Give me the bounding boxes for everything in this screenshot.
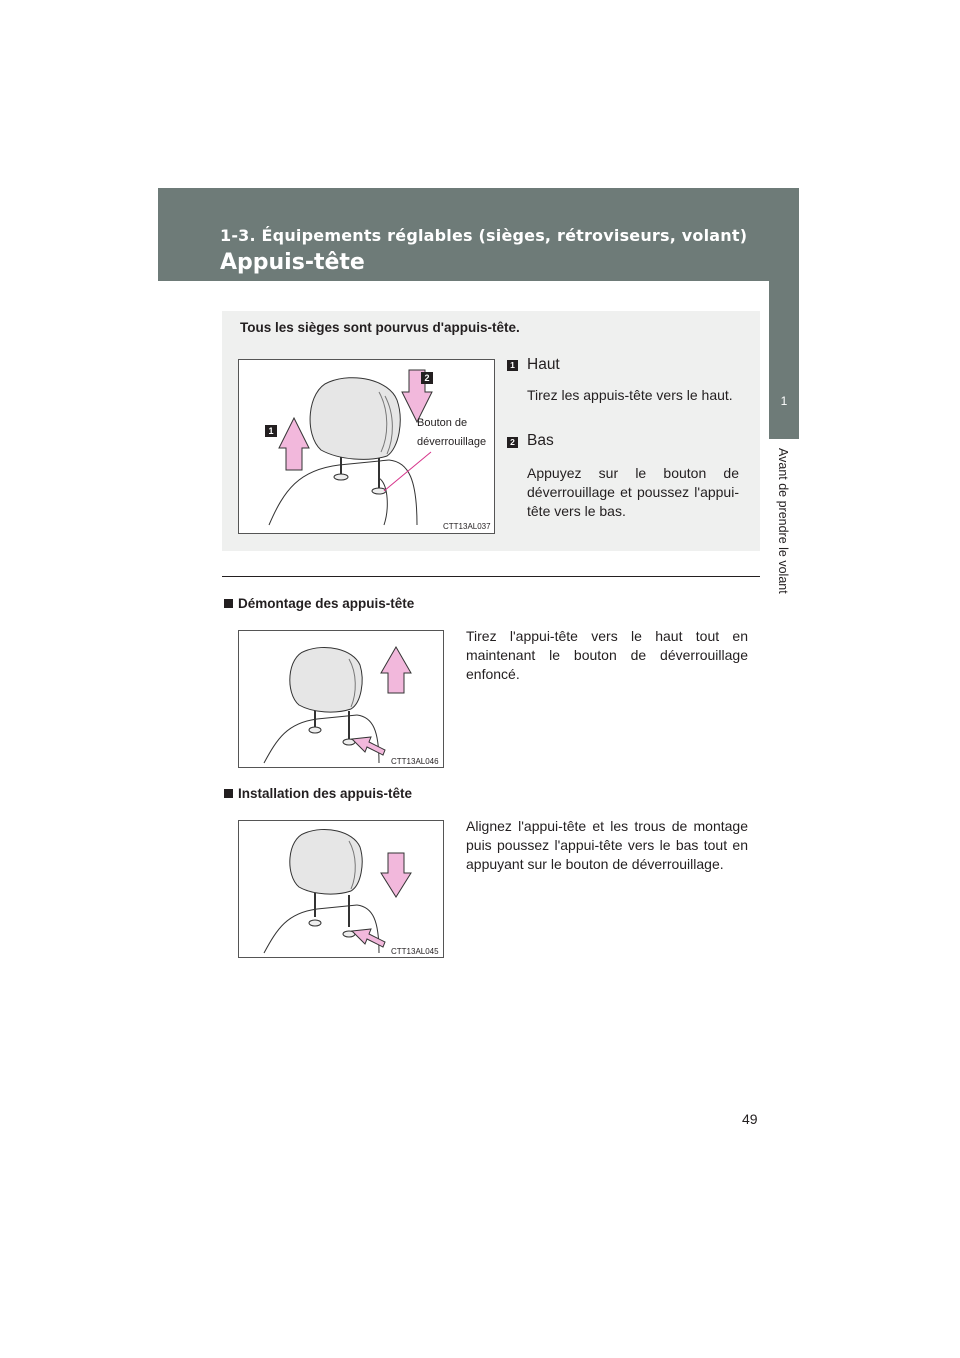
removal-figure-code: CTT13AL046 — [391, 757, 439, 766]
section-title: 1-3. Équipements réglables (sièges, rétroviseurs, volant) — [220, 226, 748, 245]
figure-code: CTT13AL037 — [443, 522, 491, 531]
badge-down: 2 — [421, 372, 433, 384]
step-badge-2: 2 — [507, 437, 518, 448]
release-button-label-line2: déverrouillage — [417, 436, 487, 448]
removal-figure — [238, 630, 444, 768]
release-button-label-line1: Bouton de — [417, 417, 468, 429]
step-desc-down: Appuyez sur le bouton de déverrouillage et poussez l'appui-tête vers le bas. — [527, 465, 739, 519]
side-tab-bar — [769, 188, 799, 371]
removal-heading-text: Démontage des appuis-tête — [238, 596, 415, 611]
installation-text: Alignez l'appui-tête et les trous de montage puis poussez l'appui-tête vers le bas tout en appuyant sur le bouton de déverrouillage. — [466, 818, 748, 872]
removal-text: Tirez l'appui-tête vers le haut tout en maintenant le bouton de déverrouillage enfoncé. — [466, 628, 748, 682]
removal-illustration — [239, 631, 443, 767]
step-title-down: Bas — [527, 432, 554, 449]
bullet-square — [224, 599, 233, 608]
intro-text: Tous les sièges sont pourvus d'appuis-tête. — [240, 320, 520, 335]
removal-heading — [224, 596, 414, 611]
step-title-up: Haut — [527, 356, 560, 373]
page-number: 49 — [742, 1111, 758, 1127]
installation-heading — [224, 786, 412, 801]
installation-heading-text: Installation des appuis-tête — [238, 786, 413, 801]
chapter-number: 1 — [780, 394, 788, 408]
step-badge-1: 1 — [507, 360, 518, 371]
page-title: Appuis-tête — [220, 250, 365, 275]
step-desc-up: Tirez les appuis-tête vers le haut. — [527, 387, 733, 403]
installation-figure — [238, 820, 444, 958]
section-divider — [222, 576, 760, 577]
badge-up: 1 — [265, 425, 277, 437]
bullet-square — [224, 789, 233, 798]
chapter-label: Avant de prendre le volant — [776, 448, 790, 594]
installation-illustration — [239, 821, 443, 957]
headrest-adjust-figure — [238, 359, 495, 534]
installation-figure-code: CTT13AL045 — [391, 947, 439, 956]
